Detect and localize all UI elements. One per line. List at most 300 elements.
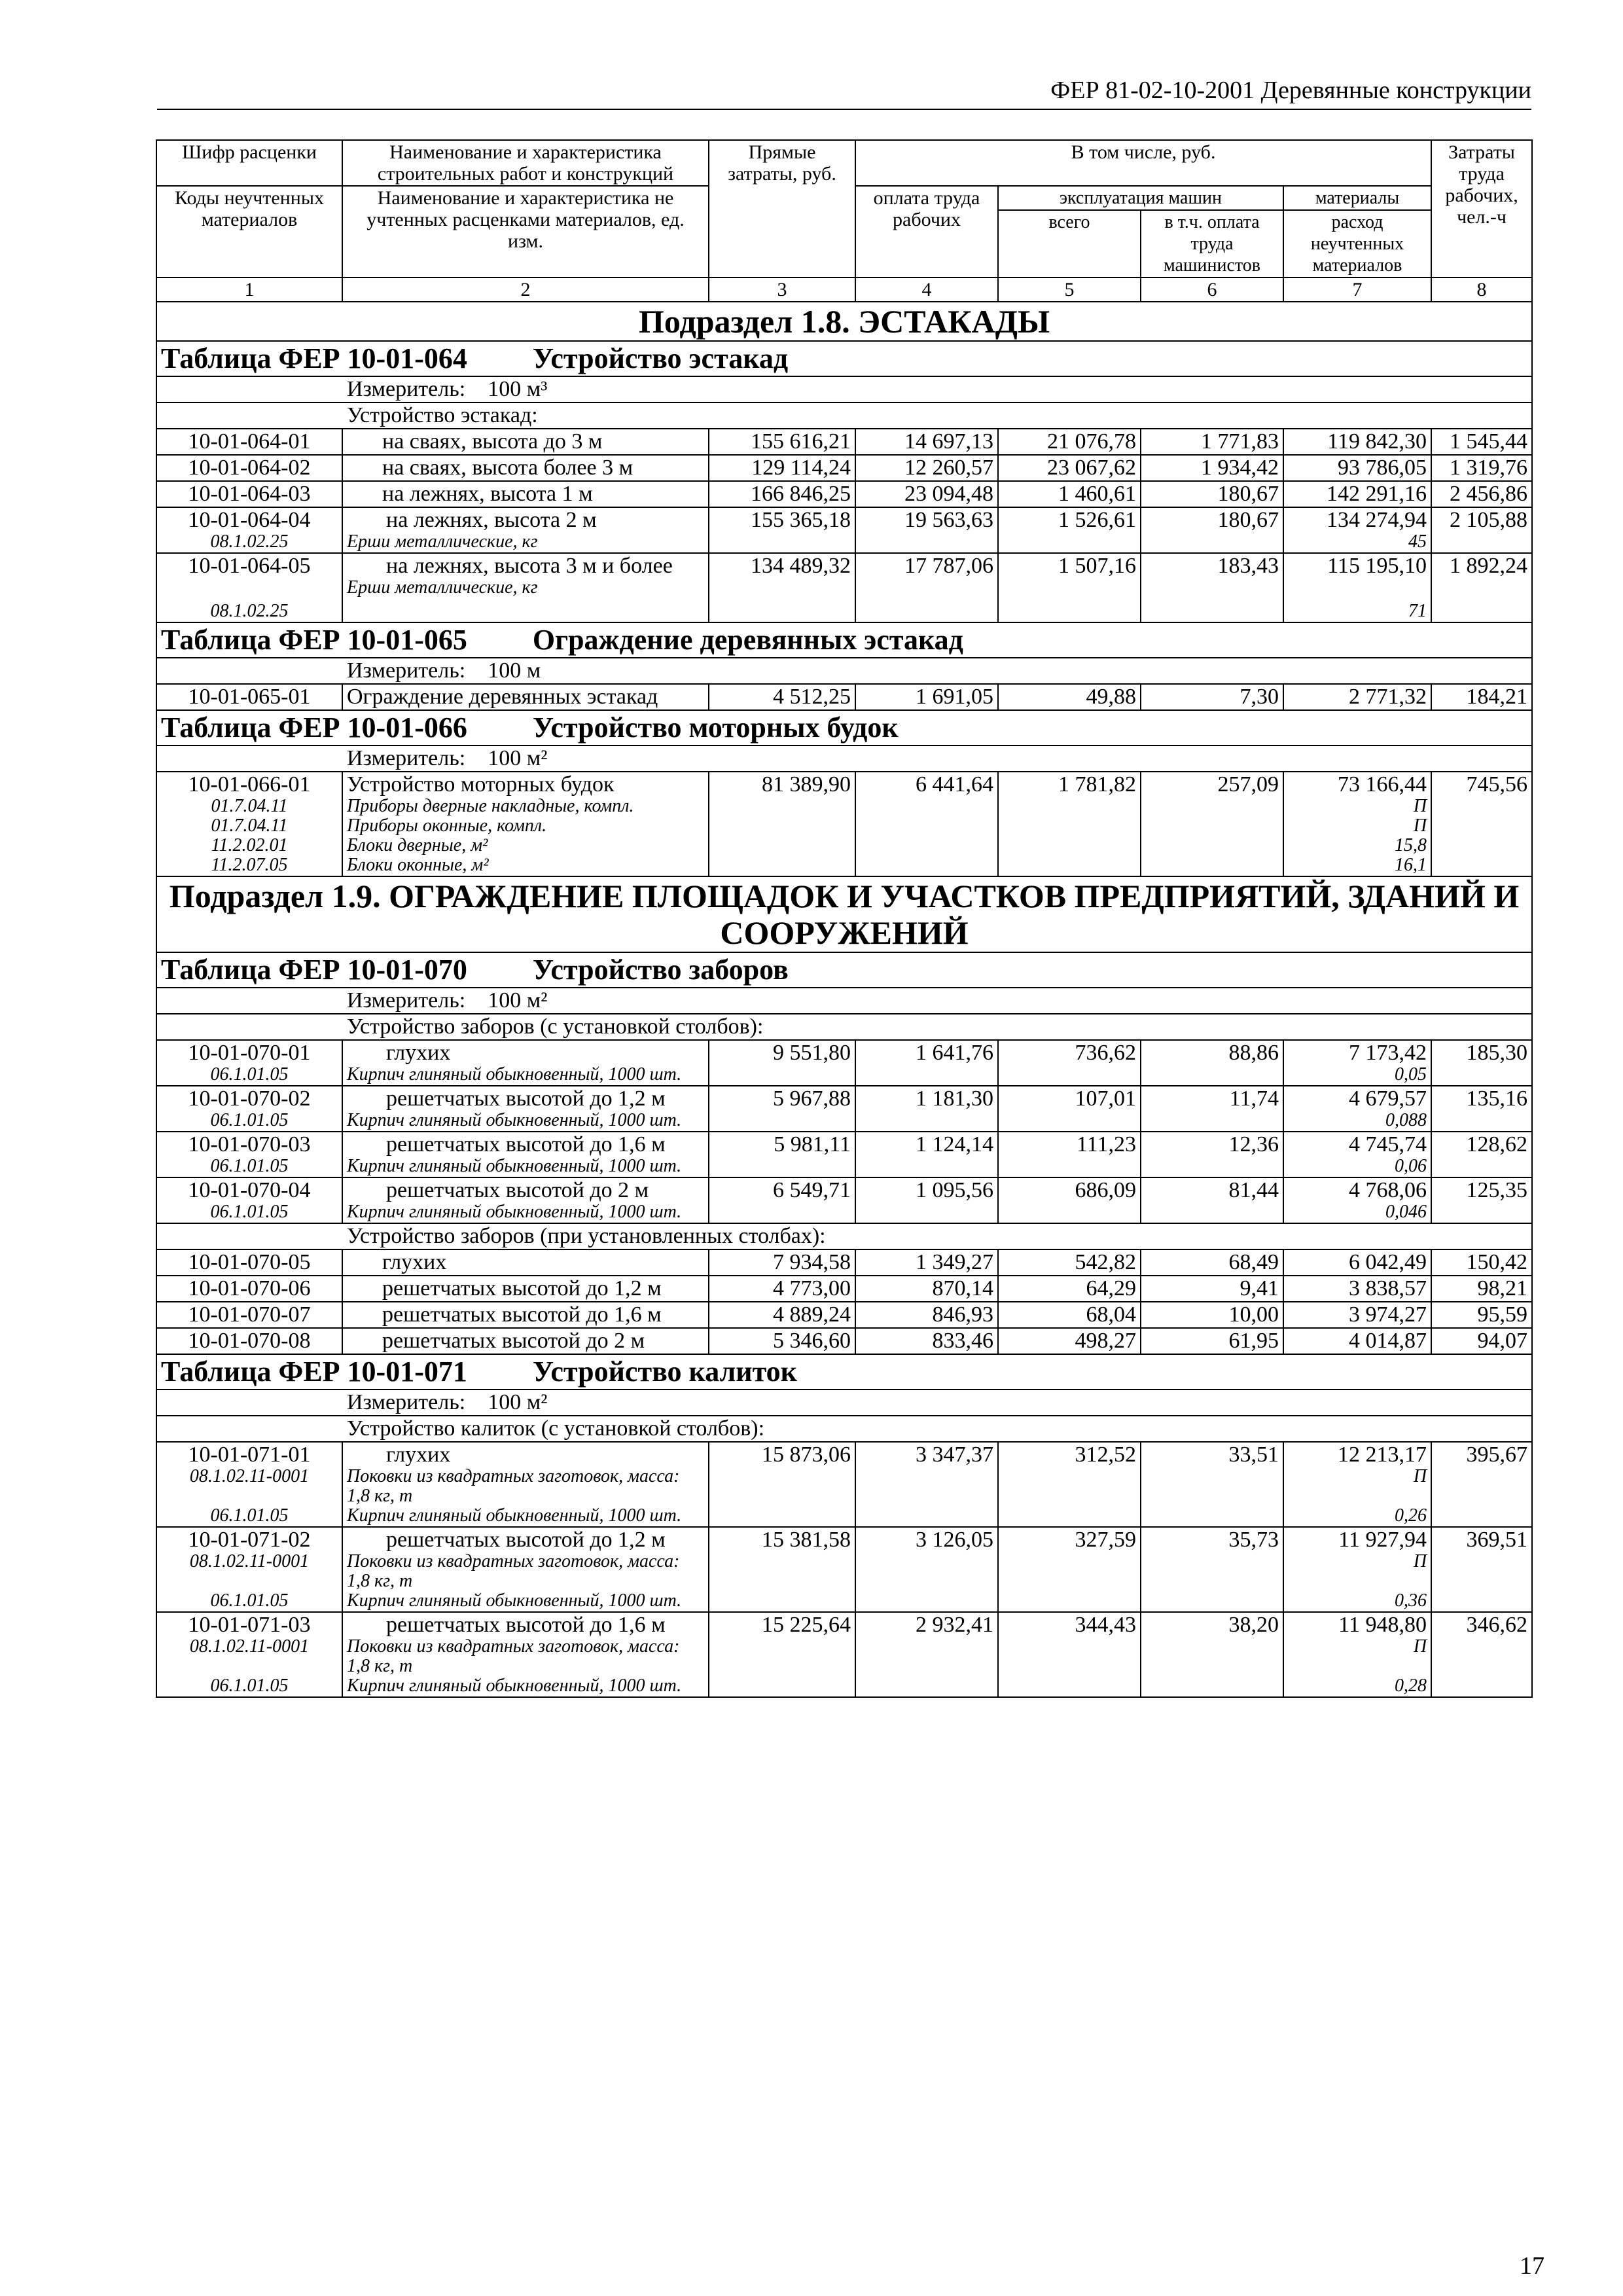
material-usage: 0,26 <box>1395 1505 1427 1526</box>
wages: 1 124,14 <box>855 1132 998 1177</box>
material-usage: 15,8 <box>1395 835 1427 855</box>
materials-cost: 7 173,42 <box>1349 1041 1427 1065</box>
work-desc: глухих <box>386 1041 451 1065</box>
material-desc: Поковки из квадратных заготовок, масса: 1,8 кг, т <box>347 1636 680 1676</box>
labor-hours: 125,35 <box>1431 1177 1532 1223</box>
rate-code: 10-01-070-08 <box>156 1328 342 1354</box>
machines-total: 1 507,16 <box>998 553 1141 622</box>
measure-value: 100 м² <box>488 1390 548 1414</box>
col-head-total: всего <box>998 210 1141 278</box>
work-desc-cell <box>342 1177 709 1223</box>
measure-label: Измеритель: <box>347 1390 466 1414</box>
materials-cell <box>1283 1612 1431 1697</box>
rate-code: 10-01-070-06 <box>156 1276 342 1302</box>
col-num: 8 <box>1431 278 1532 302</box>
material-usage: П <box>1413 1636 1427 1657</box>
material-code: 11.2.02.01 <box>211 835 288 855</box>
rate-code: 10-01-071-01 <box>188 1443 311 1467</box>
page-number: 17 <box>1520 2252 1544 2280</box>
work-desc: на лежнях, высота 1 м <box>342 481 709 507</box>
table-name: Ограждение деревянных эстакад <box>532 624 963 656</box>
direct-cost: 134 489,32 <box>709 553 855 622</box>
table-row <box>156 455 1532 481</box>
materials-cost: 3 974,27 <box>1283 1302 1431 1328</box>
work-desc: решетчатых высотой до 1,6 м <box>386 1132 666 1157</box>
materials-cost: 3 838,57 <box>1283 1276 1431 1302</box>
rate-code: 10-01-070-04 <box>188 1178 311 1202</box>
labor-hours: 1 892,24 <box>1431 553 1532 622</box>
table-row <box>156 1328 1532 1354</box>
direct-cost: 5 346,60 <box>709 1328 855 1354</box>
materials-cost: 142 291,16 <box>1283 481 1431 507</box>
table-row <box>156 1086 1532 1132</box>
material-code: 06.1.01.05 <box>210 1202 289 1222</box>
direct-cost: 4 889,24 <box>709 1302 855 1328</box>
labor-hours: 185,30 <box>1431 1040 1532 1086</box>
table-title <box>156 1354 1532 1390</box>
table-header-row <box>156 140 1532 186</box>
rate-code: 10-01-066-01 <box>188 772 311 797</box>
material-code: 08.1.02.25 <box>210 531 289 552</box>
table-row <box>156 1442 1532 1527</box>
rate-code: 10-01-070-03 <box>188 1132 311 1157</box>
work-desc: решетчатых высотой до 1,2 м <box>386 1086 666 1111</box>
machines-total: 344,43 <box>998 1612 1141 1697</box>
labor-hours: 395,67 <box>1431 1442 1532 1527</box>
table-row <box>156 1612 1532 1697</box>
work-desc-cell <box>342 1086 709 1132</box>
rate-code: 10-01-064-01 <box>156 429 342 455</box>
materials-cost: 11 948,80 <box>1338 1613 1427 1637</box>
table-row <box>156 1527 1532 1612</box>
table-title <box>156 341 1532 376</box>
measure-value: 100 м³ <box>488 377 548 401</box>
materials-cost: 4 745,74 <box>1349 1132 1427 1157</box>
table-row <box>156 481 1532 507</box>
rate-code: 10-01-070-05 <box>156 1249 342 1276</box>
machines-total: 542,82 <box>998 1249 1141 1276</box>
machines-total: 111,23 <box>998 1132 1141 1177</box>
machines-total: 736,62 <box>998 1040 1141 1086</box>
table-code: Таблица ФЕР 10-01-066 <box>161 711 467 744</box>
materials-cell <box>1283 1442 1431 1527</box>
labor-hours: 1 319,76 <box>1431 455 1532 481</box>
direct-cost: 7 934,58 <box>709 1249 855 1276</box>
rate-code: 10-01-071-03 <box>188 1613 311 1637</box>
wages: 1 181,30 <box>855 1086 998 1132</box>
col-head-machines: эксплуатация машин <box>998 186 1283 210</box>
direct-cost: 4 773,00 <box>709 1276 855 1302</box>
wages: 14 697,13 <box>855 429 998 455</box>
rate-code-cell <box>156 1040 342 1086</box>
machines-total: 23 067,62 <box>998 455 1141 481</box>
materials-cost: 93 786,05 <box>1283 455 1431 481</box>
material-desc: Ерши металлические, кг <box>347 577 538 598</box>
direct-cost: 81 389,90 <box>709 772 855 876</box>
col-head-wages: оплата труда рабочих <box>855 186 998 278</box>
machines-total: 49,88 <box>998 684 1141 710</box>
material-usage: П <box>1413 796 1427 816</box>
material-usage: 0,046 <box>1385 1202 1427 1222</box>
material-desc: Блоки оконные, м² <box>347 855 489 875</box>
labor-hours: 184,21 <box>1431 684 1532 710</box>
labor-hours: 2 456,86 <box>1431 481 1532 507</box>
table-row <box>156 684 1532 710</box>
machines-total: 64,29 <box>998 1276 1141 1302</box>
material-usage: 0,36 <box>1395 1590 1427 1611</box>
material-desc: Кирпич глиняный обыкновенный, 1000 шт. <box>347 1505 682 1526</box>
material-code: 08.1.02.11-0001 <box>189 1551 310 1571</box>
operators-wages: 12,36 <box>1141 1132 1283 1177</box>
materials-cell <box>1283 1177 1431 1223</box>
col-head-materials: материалы <box>1283 186 1431 210</box>
wages: 17 787,06 <box>855 553 998 622</box>
direct-cost: 6 549,71 <box>709 1177 855 1223</box>
operators-wages: 81,44 <box>1141 1177 1283 1223</box>
wages: 2 932,41 <box>855 1612 998 1697</box>
material-code: 06.1.01.05 <box>210 1676 289 1696</box>
machines-total: 498,27 <box>998 1328 1141 1354</box>
materials-cost: 73 166,44 <box>1338 772 1427 797</box>
materials-cost: 2 771,32 <box>1283 684 1431 710</box>
material-usage: П <box>1413 816 1427 836</box>
table-row <box>156 1276 1532 1302</box>
direct-cost: 15 225,64 <box>709 1612 855 1697</box>
labor-hours: 128,62 <box>1431 1132 1532 1177</box>
table-row <box>156 1249 1532 1276</box>
operators-wages: 180,67 <box>1141 481 1283 507</box>
labor-hours: 98,21 <box>1431 1276 1532 1302</box>
materials-cell <box>1283 1086 1431 1132</box>
measure-value: 100 м² <box>488 746 548 770</box>
material-desc: Ерши металлические, кг <box>347 531 538 552</box>
material-desc: Поковки из квадратных заготовок, масса: 1,8 кг, т <box>347 1551 680 1591</box>
material-code: 06.1.01.05 <box>210 1110 289 1130</box>
work-desc: решетчатых высотой до 1,6 м <box>386 1613 666 1637</box>
material-code: 06.1.01.05 <box>210 1505 289 1526</box>
material-code: 06.1.01.05 <box>210 1156 289 1176</box>
rate-code: 10-01-070-07 <box>156 1302 342 1328</box>
group-heading: Устройство эстакад: <box>156 403 1532 429</box>
materials-cost: 12 213,17 <box>1338 1443 1427 1467</box>
table-row <box>156 1177 1532 1223</box>
group-heading: Устройство калиток (с установкой столбов): <box>156 1416 1532 1442</box>
rate-code: 10-01-070-01 <box>188 1041 311 1065</box>
material-usage: 0,05 <box>1395 1064 1427 1085</box>
labor-hours: 94,07 <box>1431 1328 1532 1354</box>
material-usage: 0,088 <box>1385 1110 1427 1130</box>
material-desc: Кирпич глиняный обыкновенный, 1000 шт. <box>347 1202 682 1222</box>
materials-cost: 11 927,94 <box>1338 1528 1427 1552</box>
work-desc: решетчатых высотой до 2 м <box>342 1328 709 1354</box>
wages: 12 260,57 <box>855 455 998 481</box>
measure-label: Измеритель: <box>347 658 466 683</box>
direct-cost: 4 512,25 <box>709 684 855 710</box>
col-head-code: Шифр расценки <box>156 140 342 186</box>
section-title: Подраздел 1.8. ЭСТАКАДЫ <box>156 302 1532 341</box>
work-desc-cell <box>342 507 709 553</box>
col-head-name: Наименование и характеристика строительных работ и конструкций <box>342 140 709 186</box>
work-desc: решетчатых высотой до 2 м <box>386 1178 649 1202</box>
work-desc-cell <box>342 1040 709 1086</box>
direct-cost: 155 616,21 <box>709 429 855 455</box>
measure-row <box>156 1390 1532 1416</box>
section-title: Подраздел 1.9. ОГРАЖДЕНИЕ ПЛОЩАДОК И УЧАСТКОВ ПРЕДПРИЯТИЙ, ЗДАНИЙ И СООРУЖЕНИЙ <box>156 876 1532 952</box>
page-header: ФЕР 81-02-10-2001 Деревянные конструкции <box>157 76 1531 110</box>
material-desc: Кирпич глиняный обыкновенный, 1000 шт. <box>347 1110 682 1130</box>
operators-wages: 61,95 <box>1141 1328 1283 1354</box>
operators-wages: 10,00 <box>1141 1302 1283 1328</box>
material-usage: 16,1 <box>1395 855 1427 875</box>
work-desc: на лежнях, высота 3 м и более <box>386 554 673 578</box>
table-name: Устройство эстакад <box>532 342 789 374</box>
materials-cell <box>1283 1527 1431 1612</box>
measure-row <box>156 745 1532 772</box>
table-title <box>156 952 1532 988</box>
materials-cost: 119 842,30 <box>1283 429 1431 455</box>
direct-cost: 129 114,24 <box>709 455 855 481</box>
col-num: 2 <box>342 278 709 302</box>
work-desc: Устройство моторных будок <box>347 772 615 797</box>
rate-code-cell <box>156 1086 342 1132</box>
direct-cost: 15 873,06 <box>709 1442 855 1527</box>
rate-code-cell <box>156 1612 342 1697</box>
materials-cost: 134 274,94 <box>1327 508 1427 532</box>
material-usage: 0,28 <box>1395 1676 1427 1696</box>
table-code: Таблица ФЕР 10-01-064 <box>161 342 467 374</box>
table-title <box>156 710 1532 745</box>
wages: 1 095,56 <box>855 1177 998 1223</box>
wages: 1 691,05 <box>855 684 998 710</box>
work-desc-cell <box>342 1527 709 1612</box>
table-row <box>156 507 1532 553</box>
table-row <box>156 1040 1532 1086</box>
direct-cost: 5 967,88 <box>709 1086 855 1132</box>
machines-total: 68,04 <box>998 1302 1141 1328</box>
material-usage: П <box>1413 1466 1427 1486</box>
operators-wages: 9,41 <box>1141 1276 1283 1302</box>
material-code: 08.1.02.11-0001 <box>189 1636 310 1657</box>
materials-cost: 4 014,87 <box>1283 1328 1431 1354</box>
col-head-mat-codes: Коды неучтенных материалов <box>156 186 342 278</box>
rate-code: 10-01-065-01 <box>156 684 342 710</box>
material-desc: Кирпич глиняный обыкновенный, 1000 шт. <box>347 1156 682 1176</box>
material-code: 06.1.01.05 <box>210 1590 289 1611</box>
material-code: 01.7.04.11 <box>211 796 288 816</box>
table-row <box>156 429 1532 455</box>
operators-wages: 33,51 <box>1141 1442 1283 1527</box>
table-code: Таблица ФЕР 10-01-065 <box>161 624 467 656</box>
col-head-incl: В том числе, руб. <box>855 140 1431 186</box>
col-head-direct: Прямые затраты, руб. <box>709 140 855 278</box>
measure-label: Измеритель: <box>347 988 466 1013</box>
measure-label: Измеритель: <box>347 746 466 770</box>
direct-cost: 5 981,11 <box>709 1132 855 1177</box>
rate-code: 10-01-064-02 <box>156 455 342 481</box>
wages: 870,14 <box>855 1276 998 1302</box>
rate-code-cell <box>156 553 342 622</box>
operators-wages: 11,74 <box>1141 1086 1283 1132</box>
work-desc: глухих <box>386 1443 451 1467</box>
material-desc: Кирпич глиняный обыкновенный, 1000 шт. <box>347 1590 682 1611</box>
labor-hours: 95,59 <box>1431 1302 1532 1328</box>
rate-code: 10-01-064-03 <box>156 481 342 507</box>
work-desc: Ограждение деревянных эстакад <box>342 684 709 710</box>
wages: 846,93 <box>855 1302 998 1328</box>
group-heading: Устройство заборов (с установкой столбов): <box>156 1014 1532 1040</box>
material-code: 08.1.02.11-0001 <box>189 1466 310 1486</box>
operators-wages: 38,20 <box>1141 1612 1283 1697</box>
direct-cost: 166 846,25 <box>709 481 855 507</box>
work-desc: на сваях, высота более 3 м <box>342 455 709 481</box>
measure-row <box>156 658 1532 684</box>
material-desc: Кирпич глиняный обыкновенный, 1000 шт. <box>347 1676 682 1696</box>
wages: 3 126,05 <box>855 1527 998 1612</box>
materials-cell <box>1283 1040 1431 1086</box>
operators-wages: 183,43 <box>1141 553 1283 622</box>
wages: 1 349,27 <box>855 1249 998 1276</box>
materials-cost: 4 679,57 <box>1349 1086 1427 1111</box>
rate-code: 10-01-070-02 <box>188 1086 311 1111</box>
rate-code: 10-01-064-04 <box>188 508 311 532</box>
machines-total: 1 781,82 <box>998 772 1141 876</box>
measure-label: Измеритель: <box>347 377 466 401</box>
work-desc: на сваях, высота до 3 м <box>342 429 709 455</box>
labor-hours: 135,16 <box>1431 1086 1532 1132</box>
direct-cost: 155 365,18 <box>709 507 855 553</box>
material-desc: Кирпич глиняный обыкновенный, 1000 шт. <box>347 1064 682 1085</box>
operators-wages: 7,30 <box>1141 684 1283 710</box>
wages: 833,46 <box>855 1328 998 1354</box>
operators-wages: 1 771,83 <box>1141 429 1283 455</box>
work-desc-cell <box>342 772 709 876</box>
labor-hours: 346,62 <box>1431 1612 1532 1697</box>
work-desc-cell <box>342 1612 709 1697</box>
material-code: 06.1.01.05 <box>210 1064 289 1085</box>
materials-cost: 6 042,49 <box>1283 1249 1431 1276</box>
rate-code-cell <box>156 772 342 876</box>
machines-total: 1 526,61 <box>998 507 1141 553</box>
rate-code: 10-01-071-02 <box>188 1528 311 1552</box>
materials-cell <box>1283 553 1431 622</box>
material-usage: 45 <box>1408 531 1427 552</box>
operators-wages: 88,86 <box>1141 1040 1283 1086</box>
material-desc: Поковки из квадратных заготовок, масса: 1,8 кг, т <box>347 1466 680 1506</box>
measure-row <box>156 988 1532 1014</box>
table-name: Устройство калиток <box>532 1355 798 1388</box>
materials-cost: 115 195,10 <box>1327 554 1427 578</box>
wages: 19 563,63 <box>855 507 998 553</box>
table-name: Устройство заборов <box>532 954 789 986</box>
material-usage: 71 <box>1408 601 1427 621</box>
material-desc: Блоки дверные, м² <box>347 835 488 855</box>
rate-code-cell <box>156 1527 342 1612</box>
rate-code-cell <box>156 1177 342 1223</box>
table-code: Таблица ФЕР 10-01-070 <box>161 954 467 986</box>
work-desc-cell <box>342 553 709 622</box>
operators-wages: 257,09 <box>1141 772 1283 876</box>
work-desc-cell <box>342 1442 709 1527</box>
material-usage: П <box>1413 1551 1427 1571</box>
table-row <box>156 772 1532 876</box>
wages: 6 441,64 <box>855 772 998 876</box>
materials-cell <box>1283 1132 1431 1177</box>
machines-total: 312,52 <box>998 1442 1141 1527</box>
col-head-operators: в т.ч. оплата труда машинистов <box>1141 210 1283 278</box>
direct-cost: 15 381,58 <box>709 1527 855 1612</box>
col-num: 1 <box>156 278 342 302</box>
work-desc-cell <box>342 1132 709 1177</box>
material-desc: Приборы дверные накладные, компл. <box>347 796 634 816</box>
table-row <box>156 553 1532 622</box>
table-row <box>156 1132 1532 1177</box>
col-head-labor: Затраты труда рабочих, чел.-ч <box>1431 140 1532 278</box>
table-row <box>156 1302 1532 1328</box>
materials-cost: 4 768,06 <box>1349 1178 1427 1202</box>
material-usage: 0,06 <box>1395 1156 1427 1176</box>
table-code: Таблица ФЕР 10-01-071 <box>161 1355 467 1388</box>
col-head-mat-usage: расход неучтенных материалов <box>1283 210 1431 278</box>
wages: 1 641,76 <box>855 1040 998 1086</box>
material-code: 01.7.04.11 <box>211 816 288 836</box>
rate-code: 10-01-064-05 <box>188 554 311 578</box>
group-heading: Устройство заборов (при установленных столбах): <box>156 1223 1532 1249</box>
col-num: 7 <box>1283 278 1431 302</box>
work-desc: решетчатых высотой до 1,2 м <box>386 1528 666 1552</box>
material-code: 08.1.02.25 <box>210 601 289 621</box>
rates-table <box>156 139 1533 1698</box>
wages: 3 347,37 <box>855 1442 998 1527</box>
labor-hours: 745,56 <box>1431 772 1532 876</box>
work-desc: решетчатых высотой до 1,6 м <box>342 1302 709 1328</box>
table-title <box>156 622 1532 658</box>
column-numbers-row <box>156 278 1532 302</box>
machines-total: 21 076,78 <box>998 429 1141 455</box>
operators-wages: 180,67 <box>1141 507 1283 553</box>
rate-code-cell <box>156 507 342 553</box>
machines-total: 327,59 <box>998 1527 1141 1612</box>
machines-total: 107,01 <box>998 1086 1141 1132</box>
col-num: 6 <box>1141 278 1283 302</box>
machines-total: 686,09 <box>998 1177 1141 1223</box>
labor-hours: 2 105,88 <box>1431 507 1532 553</box>
direct-cost: 9 551,80 <box>709 1040 855 1086</box>
operators-wages: 35,73 <box>1141 1527 1283 1612</box>
materials-cell <box>1283 507 1431 553</box>
col-num: 3 <box>709 278 855 302</box>
labor-hours: 150,42 <box>1431 1249 1532 1276</box>
work-desc: глухих <box>342 1249 709 1276</box>
labor-hours: 369,51 <box>1431 1527 1532 1612</box>
col-head-mat-names: Наименование и характеристика не учтенных расценками материалов, ед. изм. <box>342 186 709 278</box>
col-num: 5 <box>998 278 1141 302</box>
measure-row <box>156 376 1532 403</box>
operators-wages: 1 934,42 <box>1141 455 1283 481</box>
measure-value: 100 м <box>488 658 541 683</box>
work-desc: решетчатых высотой до 1,2 м <box>342 1276 709 1302</box>
work-desc: на лежнях, высота 2 м <box>386 508 597 532</box>
labor-hours: 1 545,44 <box>1431 429 1532 455</box>
machines-total: 1 460,61 <box>998 481 1141 507</box>
table-name: Устройство моторных будок <box>532 711 899 744</box>
materials-cell <box>1283 772 1431 876</box>
material-desc: Приборы оконные, компл. <box>347 816 547 836</box>
measure-value: 100 м² <box>488 988 548 1013</box>
material-code: 11.2.07.05 <box>211 855 288 875</box>
col-num: 4 <box>855 278 998 302</box>
wages: 23 094,48 <box>855 481 998 507</box>
rate-code-cell <box>156 1132 342 1177</box>
